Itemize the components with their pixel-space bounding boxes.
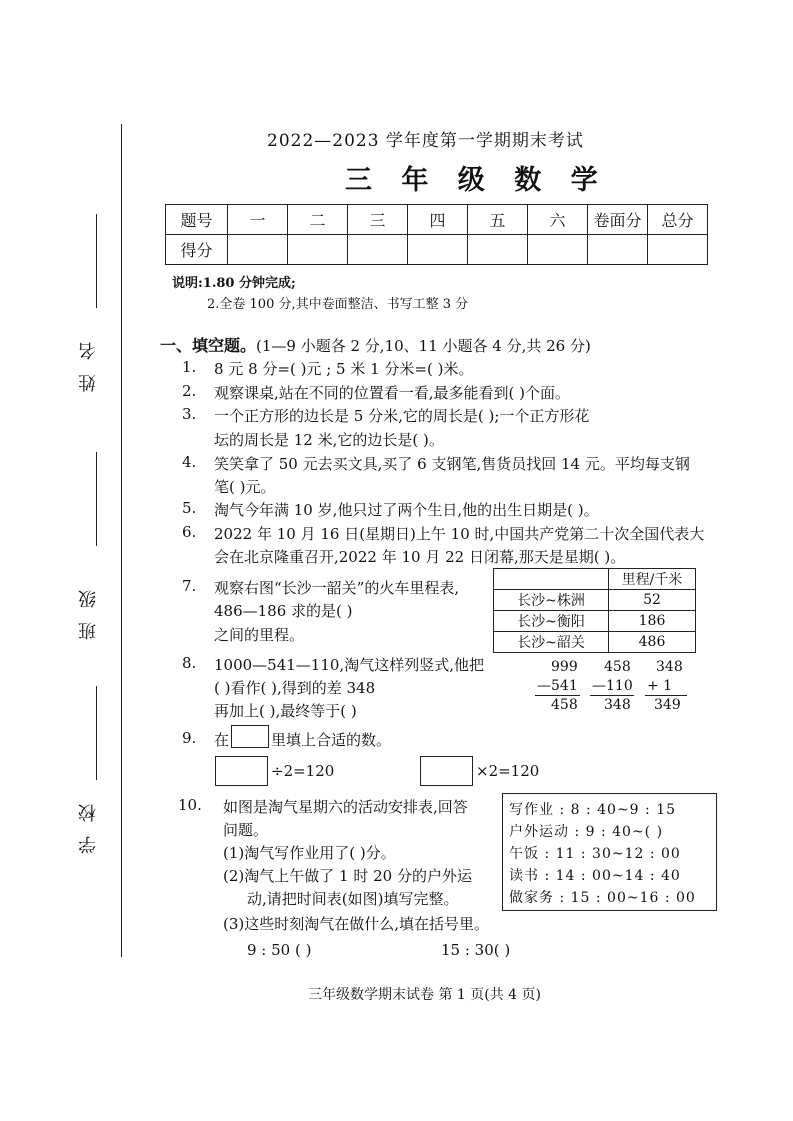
q5-text: 淘气今年满 10 岁,他只过了两个生日,他的出生日期是( )。	[214, 501, 599, 519]
section-heading	[160, 333, 591, 356]
score-header-cell: 总分	[648, 205, 708, 235]
q7-line-3: 之间的里程。	[214, 626, 305, 644]
schedule-lunch: 午饭 : 11 : 30~12 : 00	[509, 846, 681, 862]
schedule-homework: 写作业 : 8 : 40~9 : 15	[509, 802, 677, 818]
q10-sub-3: (3)这些时刻淘气在做什么,填在括号里。	[223, 915, 490, 933]
calc-2-result: 348	[604, 697, 631, 713]
score-cell[interactable]	[408, 235, 468, 265]
calc-2-top: 458	[604, 659, 631, 675]
calc-3-sub: + 1	[647, 678, 673, 694]
score-cell[interactable]	[348, 235, 408, 265]
score-header-cell: 四	[408, 205, 468, 235]
score-cell[interactable]	[588, 235, 648, 265]
q9-answer-box-2[interactable]	[420, 756, 473, 786]
score-cell[interactable]	[468, 235, 528, 265]
schedule-outdoor: 户外运动 : 9 : 40~( )	[509, 824, 664, 840]
q9-equation-2: ×2=120	[476, 762, 540, 780]
calc-1-result: 458	[551, 697, 578, 713]
rail-row	[494, 611, 696, 632]
q1-text: 8 元 8 分=( )元 ; 5 米 1 分米=( )米。	[214, 360, 474, 378]
rail-route: 长沙~韶关	[494, 632, 609, 653]
class-blank-line[interactable]	[96, 452, 97, 546]
score-cell[interactable]	[528, 235, 588, 265]
score-cell[interactable]	[228, 235, 288, 265]
page-footer: 三年级数学期末试卷 第 1 页(共 4 页)	[308, 987, 541, 1003]
rail-route: 长沙~株洲	[494, 590, 609, 611]
section-title: 一、填空题。	[160, 336, 257, 355]
q6-line-2: 会在北京隆重召开,2022 年 10 月 22 日闭幕,那天是星期( )。	[214, 548, 626, 566]
q10-sub-2a: (2)淘气上午做了 1 时 20 分的户外运	[223, 867, 472, 885]
score-header-cell: 三	[348, 205, 408, 235]
score-cell[interactable]	[288, 235, 348, 265]
q7-line-2: 486—186 求的是( )	[214, 602, 353, 620]
q10-sub-2b: 动,请把时间表(如图)填写完整。	[247, 890, 459, 908]
q10-line-2: 问题。	[223, 821, 269, 839]
score-header-cell: 一	[228, 205, 288, 235]
school-label: 学 校	[78, 800, 99, 854]
q8-line-2: ( )看作( ),得到的差 348	[214, 679, 376, 697]
rail-row	[494, 632, 696, 653]
calc-3-result: 349	[654, 697, 681, 713]
calc-3-top: 348	[656, 659, 683, 675]
q4-line-2: 笔( )元。	[214, 478, 276, 496]
q9-text-before: 在	[214, 731, 230, 749]
rail-distance-table	[493, 568, 696, 653]
q6-number: 6.	[182, 523, 197, 541]
score-header-cell: 二	[288, 205, 348, 235]
score-header-cell: 六	[528, 205, 588, 235]
section-note: (1—9 小题各 2 分,10、11 小题各 4 分,共 26 分)	[256, 337, 591, 355]
q9-equation-1: ÷2=120	[271, 762, 335, 780]
q10-time-1: 9 : 50 ( )	[247, 941, 312, 959]
name-blank-line[interactable]	[96, 214, 97, 308]
q7-line-1: 观察右图“长沙一韶关”的火车里程表,	[214, 579, 460, 597]
calc-2-sub: —110	[592, 678, 633, 694]
q10-time-2: 15 : 30( )	[441, 941, 511, 959]
q10-sub-1: (1)淘气写作业用了( )分。	[223, 844, 396, 862]
schedule-reading: 读书 : 14 : 00~14 : 40	[509, 868, 681, 884]
q9-text-after: 里填上合适的数。	[271, 731, 392, 749]
q9-example-box	[231, 725, 269, 748]
q8-line-3: 再加上( ),最终等于( )	[214, 702, 357, 720]
q8-number: 8.	[182, 654, 197, 672]
score-header-cell: 题号	[166, 205, 228, 235]
q7-number: 7.	[182, 577, 197, 595]
rail-km: 486	[609, 632, 696, 653]
q10-number: 10.	[178, 796, 202, 814]
q4-number: 4.	[182, 453, 197, 471]
exam-title: 2022—2023 学年度第一学期期末考试	[267, 131, 584, 151]
calc-1-sub: —541	[537, 678, 578, 694]
note-line-2: 2.全卷 100 分,其中卷面整洁、书写工整 3 分	[207, 297, 469, 312]
calc-1-line	[535, 695, 580, 696]
q2-text: 观察课桌,站在不同的位置看一看,最多能看到( )个面。	[214, 384, 571, 402]
score-header-row	[166, 205, 708, 235]
q3-line-2: 坛的周长是 12 米,它的边长是( )。	[214, 431, 444, 449]
score-header-cell: 卷面分	[588, 205, 648, 235]
school-blank-line[interactable]	[96, 686, 97, 780]
rail-header: 里程/千米	[609, 569, 696, 590]
calc-1-top: 999	[551, 659, 578, 675]
rail-km: 52	[609, 590, 696, 611]
q3-number: 3.	[182, 405, 197, 423]
q8-line-1: 1000—541—110,淘气这样列竖式,他把	[214, 656, 484, 674]
score-cell[interactable]	[648, 235, 708, 265]
score-header-cell: 五	[468, 205, 528, 235]
q9-number: 9.	[182, 729, 197, 747]
binding-line	[121, 124, 122, 957]
name-label: 姓 名	[78, 338, 99, 392]
q9-answer-box-1[interactable]	[215, 756, 268, 786]
rail-row	[494, 590, 696, 611]
subject-title: 三 年 级 数 学	[345, 165, 608, 196]
rail-km: 186	[609, 611, 696, 632]
q6-line-1: 2022 年 10 月 16 日(星期日)上午 10 时,中国共产党第二十次全国代表大	[214, 525, 705, 543]
calc-2-line	[590, 695, 634, 696]
score-row-label: 得分	[166, 235, 228, 265]
rail-header-empty	[494, 569, 609, 590]
class-label: 班 级	[78, 586, 99, 640]
q4-line-1: 笑笑拿了 50 元去买文具,买了 6 支钢笔,售货员找回 14 元。平均每支钢	[214, 455, 690, 473]
calc-3-line	[645, 695, 687, 696]
score-value-row	[166, 235, 708, 265]
note-line-1: 说明:1.80 分钟完成;	[172, 276, 296, 291]
rail-header-row	[494, 569, 696, 590]
schedule-box	[502, 793, 717, 911]
q5-number: 5.	[182, 499, 197, 517]
q1-number: 1.	[182, 358, 197, 376]
rail-route: 长沙~衡阳	[494, 611, 609, 632]
score-table	[165, 204, 708, 265]
q2-number: 2.	[182, 382, 197, 400]
q10-line-1: 如图是淘气星期六的活动安排表,回答	[223, 798, 468, 816]
schedule-chores: 做家务 : 15 : 00~16 : 00	[509, 890, 696, 906]
q3-line-1: 一个正方形的边长是 5 分米,它的周长是( );一个正方形花	[214, 407, 590, 425]
